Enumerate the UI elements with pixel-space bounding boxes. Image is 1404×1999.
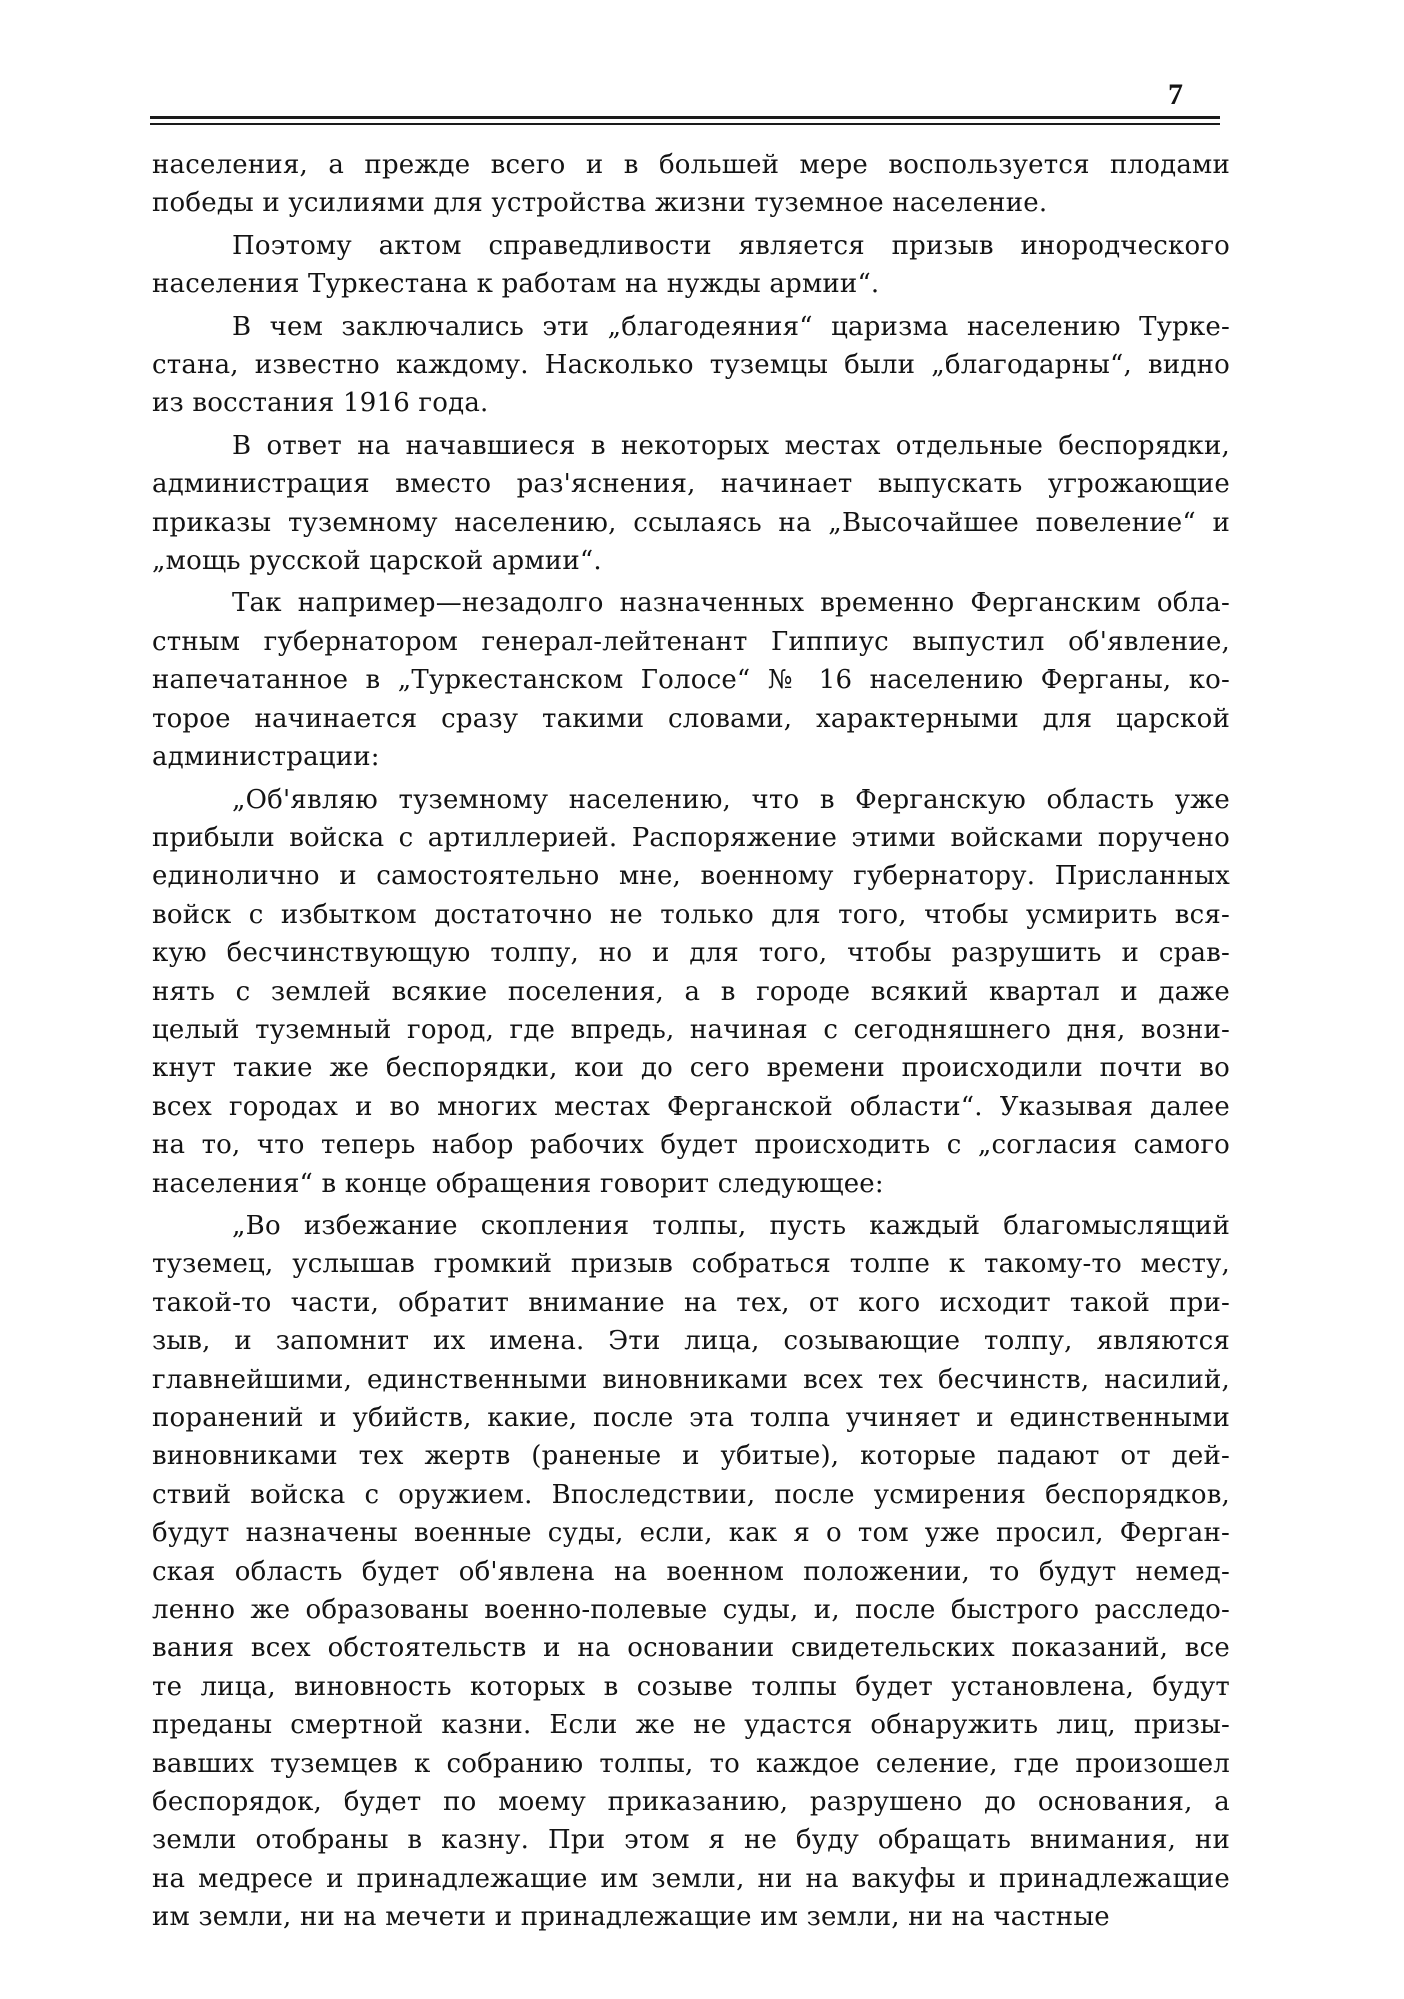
- text-line: кую бесчинствующую толпу, но и для того, чтобы разрушить и срав-: [152, 938, 1230, 969]
- text-line: беспорядок, будет по моему приказанию, разрушено до основания, а: [152, 1787, 1230, 1818]
- text-line: на то, что теперь набор рабочих будет происходить с „согласия самого: [152, 1130, 1230, 1161]
- body-text: [152, 146, 1230, 1941]
- text-line: „мощь русской царской армии“.: [152, 546, 602, 577]
- text-line: администрации:: [152, 742, 380, 773]
- text-line: стана, известно каждому. Насколько туземцы были „благодарны“, видно: [152, 350, 1230, 381]
- paragraph: [152, 427, 1230, 581]
- text-line: В ответ на начавшиеся в некоторых местах отдельные беспорядки,: [232, 430, 1230, 461]
- text-line: земли отобраны в казну. При этом я не буду обращать внимания, ни: [152, 1825, 1230, 1856]
- text-line: „Во избежание скопления толпы, пусть каждый благомыслящий: [232, 1210, 1230, 1241]
- header-rule-thick: [150, 116, 1220, 119]
- text-line: торое начинается сразу такими словами, характерными для царской: [152, 703, 1230, 734]
- paragraph: [152, 1207, 1230, 1937]
- text-line: им земли, ни на мечети и принадлежащие им земли, ни на частные: [152, 1902, 1110, 1933]
- text-line: главнейшими, единственными виновниками всех тех бесчинств, насилий,: [152, 1364, 1230, 1395]
- paragraph: [152, 227, 1230, 304]
- text-line: вавших туземцев к собранию толпы, то каждое селение, где произошел: [152, 1748, 1230, 1779]
- text-line: поранений и убийств, какие, после эта толпа учиняет и единственными: [152, 1403, 1230, 1433]
- text-line: В чем заключались эти „благодеяния“ царизма населению Турке-: [232, 311, 1230, 342]
- text-line: ленно же образованы военно-полевые суды, и, после быстрого расследо-: [152, 1595, 1230, 1626]
- text-line: будут назначены военные суды, если, как я о том уже просил, Ферган-: [152, 1518, 1230, 1549]
- text-line: населения“ в конце обращения говорит следующее:: [152, 1168, 884, 1199]
- text-line: населения, а прежде всего и в большей мере воспользуется плодами: [152, 150, 1230, 180]
- text-line: „Об'являю туземному населению, что в Ферганскую область уже: [232, 784, 1230, 815]
- paragraph: [152, 146, 1230, 223]
- text-line: из восстания 1916 года.: [152, 388, 489, 419]
- text-line: прибыли войска с артиллерией. Распоряжение этими войсками поручено: [152, 822, 1230, 853]
- text-line: виновниками тех жертв (раненые и убитые), которые падают от дей-: [152, 1441, 1230, 1472]
- text-line: преданы смертной казни. Если же не удастся обнаружить лиц, призы-: [152, 1710, 1230, 1741]
- text-line: целый туземный город, где впредь, начиная с сегодняшнего дня, возни-: [152, 1014, 1230, 1045]
- text-line: напечатанное в „Туркестанском Голосе“ № 16 населению Ферганы, ко-: [152, 665, 1230, 696]
- text-line: стным губернатором генерал-лейтенант Гиппиус выпустил об'явление,: [152, 626, 1230, 657]
- text-line: Поэтому актом справедливости является призыв инородческого: [232, 230, 1230, 261]
- text-line: победы и усилиями для устройства жизни туземное население.: [152, 188, 1048, 219]
- text-line: вания всех обстоятельств и на основании свидетельских показаний, все: [152, 1633, 1230, 1664]
- paragraph: [152, 781, 1230, 1203]
- text-line: ствий войска с оружием. Впоследствии, после усмирения беспорядков,: [152, 1479, 1230, 1510]
- text-line: единолично и самостоятельно мне, военному губернатору. Присланных: [152, 861, 1230, 892]
- text-line: населения Туркестана к работам на нужды армии“.: [152, 269, 880, 300]
- text-line: войск с избытком достаточно не только для того, чтобы усмирить вся-: [152, 899, 1230, 930]
- text-line: ская область будет об'явлена на военном положении, то будут немед-: [152, 1556, 1230, 1587]
- text-line: такой-то части, обратит внимание на тех, от кого исходит такой при-: [152, 1287, 1230, 1318]
- text-line: нять с землей всякие поселения, а в городе всякий квартал и даже: [152, 976, 1230, 1007]
- text-line: на медресе и принадлежащие им земли, ни на вакуфы и принадлежащие: [152, 1863, 1230, 1894]
- text-line: туземец, услышав громкий призыв собраться толпе к такому-то месту,: [152, 1249, 1230, 1280]
- text-line: приказы туземному населению, ссылаясь на „Высочайшее повеление“ и: [152, 507, 1230, 538]
- text-line: те лица, виновность которых в созыве толпы будет установлена, будут: [152, 1671, 1230, 1702]
- paragraph: [152, 308, 1230, 423]
- text-line: зыв, и запомнит их имена. Эти лица, созывающие толпу, являются: [152, 1326, 1230, 1357]
- text-line: администрация вместо раз'яснения, начинает выпускать угрожающие: [152, 469, 1230, 500]
- text-line: Так например—незадолго назначенных временно Ферганским обла-: [232, 588, 1230, 619]
- text-line: кнут такие же беспорядки, кои до сего времени происходили почти во: [152, 1053, 1230, 1084]
- paragraph: [152, 584, 1230, 776]
- page-number: 7: [1168, 78, 1183, 111]
- header-rule-thin: [150, 123, 1220, 125]
- text-line: всех городах и во многих местах Ферганской области“. Указывая далее: [152, 1091, 1230, 1122]
